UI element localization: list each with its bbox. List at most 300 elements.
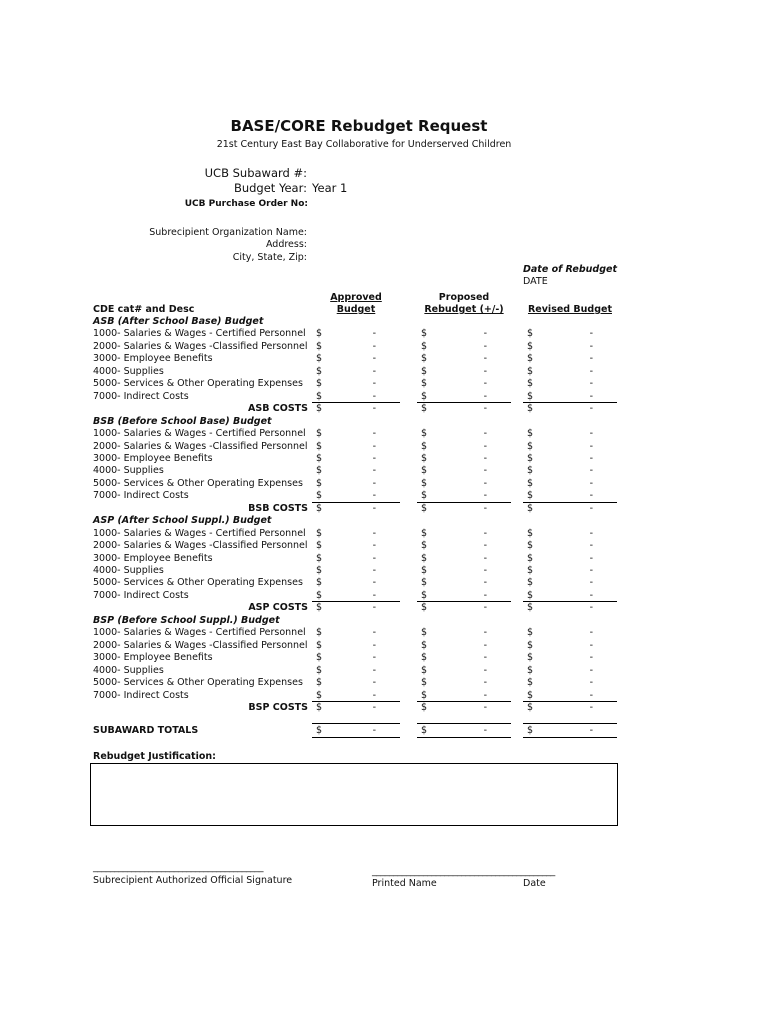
currency-symbol: $: [527, 365, 534, 377]
amount-value: -: [483, 677, 487, 689]
amount-value: -: [483, 664, 487, 676]
approved-amount-cell: [316, 577, 396, 589]
currency-symbol: $: [316, 527, 323, 539]
line-item-label: 1000- Salaries & Wages - Certified Personnel: [93, 627, 306, 639]
amount-value: -: [589, 725, 593, 736]
currency-symbol: $: [316, 340, 323, 352]
revised-amount-cell: [527, 665, 613, 677]
currency-symbol: $: [316, 490, 323, 502]
amount-value: -: [589, 502, 593, 514]
amount-value: -: [372, 465, 376, 477]
page-title: BASE/CORE Rebudget Request: [230, 117, 488, 135]
amount-value: -: [589, 378, 593, 390]
totals-bottom-rule: [417, 737, 511, 738]
totals-bottom-rule: [312, 737, 400, 738]
currency-symbol: $: [316, 677, 323, 689]
proposed-amount-cell: [421, 465, 507, 477]
amount-value: -: [483, 639, 487, 651]
proposed-amount-cell: [421, 378, 507, 390]
currency-symbol: $: [316, 440, 323, 452]
revised-amount-cell: [527, 528, 613, 540]
amount-value: -: [483, 652, 487, 664]
revised-amount-cell: [527, 577, 613, 589]
line-item-label: 7000- Indirect Costs: [93, 490, 189, 502]
totals-top-rule: [417, 723, 511, 724]
currency-symbol: $: [421, 725, 428, 736]
revised-amount-cell: [527, 690, 613, 702]
subaward-label: UCB Subaward #:: [204, 166, 307, 180]
line-item-label: 5000- Services & Other Operating Expenses: [93, 378, 303, 390]
amount-value: -: [372, 340, 376, 352]
proposed-header-1: Proposed: [438, 292, 490, 303]
amount-value: -: [372, 725, 376, 736]
amount-value: -: [589, 639, 593, 651]
amount-value: -: [589, 689, 593, 701]
currency-symbol: $: [527, 502, 534, 514]
approved-amount-cell: [316, 702, 396, 714]
revised-amount-cell: [527, 725, 613, 737]
currency-symbol: $: [316, 652, 323, 664]
approved-amount-cell: [316, 590, 396, 602]
currency-symbol: $: [527, 378, 534, 390]
amount-value: -: [372, 527, 376, 539]
currency-symbol: $: [421, 390, 428, 402]
amount-value: -: [372, 440, 376, 452]
amount-value: -: [589, 490, 593, 502]
revised-amount-cell: [527, 465, 613, 477]
currency-symbol: $: [316, 502, 323, 514]
section-total-label: BSB COSTS: [248, 502, 308, 514]
currency-symbol: $: [316, 477, 323, 489]
currency-symbol: $: [527, 552, 534, 564]
currency-symbol: $: [421, 428, 428, 440]
revised-amount-cell: [527, 391, 613, 403]
amount-value: -: [483, 365, 487, 377]
amount-value: -: [589, 452, 593, 464]
revised-amount-cell: [527, 353, 613, 365]
currency-symbol: $: [316, 465, 323, 477]
amount-value: -: [372, 328, 376, 340]
org-name-label: Subrecipient Organization Name:: [149, 227, 307, 238]
revised-header: Revised Budget: [527, 304, 612, 315]
amount-value: -: [589, 664, 593, 676]
amount-value: -: [589, 677, 593, 689]
amount-value: -: [372, 577, 376, 589]
currency-symbol: $: [527, 602, 534, 614]
approved-amount-cell: [316, 465, 396, 477]
printed-name-line: ___________________________________________: [372, 866, 555, 877]
amount-value: -: [483, 403, 487, 415]
amount-value: -: [483, 565, 487, 576]
proposed-amount-cell: [421, 702, 507, 714]
amount-value: -: [372, 477, 376, 489]
amount-value: -: [589, 465, 593, 477]
amount-value: -: [589, 527, 593, 539]
signature-line: ________________________________________: [93, 862, 263, 873]
proposed-amount-cell: [421, 640, 507, 652]
currency-symbol: $: [421, 452, 428, 464]
line-item-label: 7000- Indirect Costs: [93, 390, 189, 402]
amount-value: -: [372, 452, 376, 464]
section-total-label: ASB COSTS: [248, 403, 308, 415]
proposed-header-2: Rebudget (+/-): [424, 304, 504, 315]
amount-value: -: [372, 689, 376, 701]
currency-symbol: $: [316, 552, 323, 564]
proposed-amount-cell: [421, 366, 507, 378]
line-item-label: 7000- Indirect Costs: [93, 589, 189, 601]
approved-amount-cell: [316, 503, 396, 515]
amount-value: -: [372, 378, 376, 390]
currency-symbol: $: [421, 577, 428, 589]
currency-symbol: $: [421, 664, 428, 676]
amount-value: -: [589, 627, 593, 639]
currency-symbol: $: [316, 664, 323, 676]
page-subtitle: 21st Century East Bay Collaborative for Underserved Children: [216, 139, 512, 150]
line-item-label: 5000- Services & Other Operating Expenses: [93, 477, 303, 489]
amount-value: -: [483, 540, 487, 552]
approved-amount-cell: [316, 640, 396, 652]
currency-symbol: $: [421, 565, 428, 576]
amount-value: -: [483, 452, 487, 464]
amount-value: -: [483, 465, 487, 477]
amount-value: -: [483, 689, 487, 701]
currency-symbol: $: [421, 378, 428, 390]
currency-symbol: $: [527, 390, 534, 402]
revised-amount-cell: [527, 602, 613, 614]
amount-value: -: [483, 701, 487, 713]
section-title: ASB (After School Base) Budget: [93, 316, 264, 327]
amount-value: -: [589, 440, 593, 452]
line-item-label: 2000- Salaries & Wages -Classified Personnel: [93, 340, 308, 352]
currency-symbol: $: [316, 627, 323, 639]
desc-header: CDE cat# and Desc: [93, 304, 195, 315]
approved-amount-cell: [316, 391, 396, 403]
approved-amount-cell: [316, 677, 396, 689]
amount-value: -: [372, 365, 376, 377]
printed-name-label: Printed Name: [372, 878, 437, 889]
approved-amount-cell: [316, 378, 396, 390]
proposed-amount-cell: [421, 565, 507, 577]
approved-amount-cell: [316, 602, 396, 614]
approved-header-1: Approved: [330, 292, 382, 303]
amount-value: -: [483, 502, 487, 514]
revised-amount-cell: [527, 441, 613, 453]
totals-top-rule: [523, 723, 617, 724]
proposed-amount-cell: [421, 577, 507, 589]
currency-symbol: $: [421, 502, 428, 514]
amount-value: -: [589, 589, 593, 601]
currency-symbol: $: [527, 677, 534, 689]
revised-amount-cell: [527, 341, 613, 353]
amount-value: -: [483, 490, 487, 502]
revised-amount-cell: [527, 428, 613, 440]
currency-symbol: $: [527, 353, 534, 365]
currency-symbol: $: [421, 490, 428, 502]
amount-value: -: [372, 502, 376, 514]
revised-amount-cell: [527, 565, 613, 577]
amount-value: -: [589, 477, 593, 489]
line-item-label: 4000- Supplies: [93, 365, 164, 377]
proposed-amount-cell: [421, 590, 507, 602]
currency-symbol: $: [421, 689, 428, 701]
approved-header-2: Budget: [336, 304, 376, 315]
proposed-amount-cell: [421, 528, 507, 540]
proposed-amount-cell: [421, 490, 507, 502]
currency-symbol: $: [421, 403, 428, 415]
currency-symbol: $: [316, 403, 323, 415]
currency-symbol: $: [316, 452, 323, 464]
line-item-label: 3000- Employee Benefits: [93, 552, 213, 564]
currency-symbol: $: [316, 565, 323, 576]
amount-value: -: [483, 627, 487, 639]
line-item-label: 2000- Salaries & Wages -Classified Personnel: [93, 540, 308, 552]
amount-value: -: [483, 340, 487, 352]
budget-year-label: Budget Year:: [233, 181, 307, 195]
amount-value: -: [372, 353, 376, 365]
proposed-amount-cell: [421, 553, 507, 565]
line-item-label: 3000- Employee Benefits: [93, 452, 213, 464]
amount-value: -: [589, 652, 593, 664]
revised-amount-cell: [527, 453, 613, 465]
revised-amount-cell: [527, 677, 613, 689]
date-of-rebudget-label: Date of Rebudget: [523, 264, 617, 275]
justification-label: Rebudget Justification:: [93, 751, 216, 762]
currency-symbol: $: [527, 403, 534, 415]
official-signature-label: Subrecipient Authorized Official Signature: [93, 875, 293, 886]
proposed-amount-cell: [421, 602, 507, 614]
currency-symbol: $: [527, 477, 534, 489]
approved-amount-cell: [316, 453, 396, 465]
line-item-label: 3000- Employee Benefits: [93, 652, 213, 664]
approved-amount-cell: [316, 441, 396, 453]
amount-value: -: [372, 390, 376, 402]
line-item-label: 2000- Salaries & Wages -Classified Personnel: [93, 440, 308, 452]
proposed-amount-cell: [421, 690, 507, 702]
revised-amount-cell: [527, 702, 613, 714]
subaward-totals-label: SUBAWARD TOTALS: [93, 725, 199, 736]
currency-symbol: $: [527, 664, 534, 676]
currency-symbol: $: [527, 490, 534, 502]
approved-amount-cell: [316, 328, 396, 340]
proposed-amount-cell: [421, 665, 507, 677]
line-item-label: 2000- Salaries & Wages -Classified Personnel: [93, 639, 308, 651]
revised-amount-cell: [527, 378, 613, 390]
amount-value: -: [372, 589, 376, 601]
approved-amount-cell: [316, 478, 396, 490]
totals-bottom-rule: [523, 737, 617, 738]
currency-symbol: $: [316, 689, 323, 701]
line-item-label: 4000- Supplies: [93, 565, 164, 576]
amount-value: -: [589, 340, 593, 352]
currency-symbol: $: [527, 340, 534, 352]
city-state-zip-label: City, State, Zip:: [232, 252, 307, 263]
currency-symbol: $: [316, 365, 323, 377]
amount-value: -: [589, 577, 593, 589]
amount-value: -: [372, 490, 376, 502]
currency-symbol: $: [316, 577, 323, 589]
proposed-amount-cell: [421, 428, 507, 440]
amount-value: -: [372, 677, 376, 689]
proposed-amount-cell: [421, 403, 507, 415]
approved-amount-cell: [316, 490, 396, 502]
revised-amount-cell: [527, 590, 613, 602]
amount-value: -: [589, 365, 593, 377]
currency-symbol: $: [527, 725, 534, 736]
currency-symbol: $: [316, 428, 323, 440]
currency-symbol: $: [421, 589, 428, 601]
amount-value: -: [483, 552, 487, 564]
currency-symbol: $: [421, 353, 428, 365]
currency-symbol: $: [316, 353, 323, 365]
revised-amount-cell: [527, 553, 613, 565]
line-item-label: 3000- Employee Benefits: [93, 353, 213, 365]
currency-symbol: $: [527, 639, 534, 651]
proposed-amount-cell: [421, 540, 507, 552]
currency-symbol: $: [421, 677, 428, 689]
proposed-amount-cell: [421, 353, 507, 365]
revised-amount-cell: [527, 652, 613, 664]
line-item-label: 1000- Salaries & Wages - Certified Personnel: [93, 328, 306, 340]
proposed-amount-cell: [421, 503, 507, 515]
currency-symbol: $: [421, 440, 428, 452]
amount-value: -: [372, 602, 376, 614]
line-item-label: 5000- Services & Other Operating Expenses: [93, 677, 303, 689]
section-title: ASP (After School Suppl.) Budget: [93, 515, 272, 527]
approved-amount-cell: [316, 341, 396, 353]
currency-symbol: $: [421, 552, 428, 564]
line-item-label: 1000- Salaries & Wages - Certified Personnel: [93, 527, 306, 539]
currency-symbol: $: [421, 639, 428, 651]
currency-symbol: $: [316, 390, 323, 402]
amount-value: -: [483, 477, 487, 489]
amount-value: -: [589, 403, 593, 415]
proposed-amount-cell: [421, 328, 507, 340]
currency-symbol: $: [316, 328, 323, 340]
purchase-order-label: UCB Purchase Order No:: [184, 199, 308, 209]
currency-symbol: $: [527, 577, 534, 589]
currency-symbol: $: [527, 565, 534, 576]
currency-symbol: $: [421, 340, 428, 352]
revised-amount-cell: [527, 540, 613, 552]
currency-symbol: $: [527, 465, 534, 477]
currency-symbol: $: [421, 527, 428, 539]
currency-symbol: $: [421, 701, 428, 713]
amount-value: -: [483, 527, 487, 539]
amount-value: -: [483, 390, 487, 402]
currency-symbol: $: [527, 652, 534, 664]
currency-symbol: $: [421, 602, 428, 614]
currency-symbol: $: [316, 639, 323, 651]
currency-symbol: $: [527, 440, 534, 452]
currency-symbol: $: [527, 527, 534, 539]
approved-amount-cell: [316, 553, 396, 565]
amount-value: -: [372, 639, 376, 651]
amount-value: -: [372, 652, 376, 664]
amount-value: -: [483, 725, 487, 736]
amount-value: -: [589, 552, 593, 564]
approved-amount-cell: [316, 366, 396, 378]
line-item-label: 7000- Indirect Costs: [93, 689, 189, 701]
currency-symbol: $: [316, 540, 323, 552]
proposed-amount-cell: [421, 677, 507, 689]
section-title: BSB (Before School Base) Budget: [93, 415, 272, 427]
amount-value: -: [372, 552, 376, 564]
amount-value: -: [483, 378, 487, 390]
revised-amount-cell: [527, 403, 613, 415]
amount-value: -: [483, 328, 487, 340]
amount-value: -: [589, 701, 593, 713]
proposed-amount-cell: [421, 627, 507, 639]
justification-box[interactable]: [90, 763, 618, 826]
currency-symbol: $: [421, 465, 428, 477]
date-value: DATE: [523, 276, 548, 287]
line-item-label: 1000- Salaries & Wages - Certified Personnel: [93, 428, 306, 440]
currency-symbol: $: [316, 378, 323, 390]
proposed-amount-cell: [421, 341, 507, 353]
currency-symbol: $: [421, 328, 428, 340]
amount-value: -: [483, 577, 487, 589]
approved-amount-cell: [316, 627, 396, 639]
currency-symbol: $: [527, 540, 534, 552]
section-total-label: ASP COSTS: [248, 602, 308, 614]
currency-symbol: $: [316, 701, 323, 713]
line-item-label: 4000- Supplies: [93, 664, 164, 676]
address-label: Address:: [265, 239, 307, 250]
currency-symbol: $: [421, 627, 428, 639]
amount-value: -: [372, 664, 376, 676]
amount-value: -: [589, 353, 593, 365]
amount-value: -: [372, 403, 376, 415]
currency-symbol: $: [421, 477, 428, 489]
approved-amount-cell: [316, 565, 396, 577]
amount-value: -: [372, 428, 376, 440]
amount-value: -: [483, 589, 487, 601]
proposed-amount-cell: [421, 478, 507, 490]
approved-amount-cell: [316, 353, 396, 365]
amount-value: -: [483, 428, 487, 440]
line-item-label: 4000- Supplies: [93, 465, 164, 477]
approved-amount-cell: [316, 652, 396, 664]
totals-top-rule: [312, 723, 400, 724]
revised-amount-cell: [527, 503, 613, 515]
amount-value: -: [372, 565, 376, 576]
proposed-amount-cell: [421, 441, 507, 453]
currency-symbol: $: [527, 701, 534, 713]
approved-amount-cell: [316, 403, 396, 415]
currency-symbol: $: [316, 725, 323, 736]
proposed-amount-cell: [421, 453, 507, 465]
line-item-label: 5000- Services & Other Operating Expenses: [93, 577, 303, 589]
budget-year-value: Year 1: [312, 181, 348, 195]
approved-amount-cell: [316, 665, 396, 677]
amount-value: -: [483, 440, 487, 452]
proposed-amount-cell: [421, 725, 507, 737]
currency-symbol: $: [527, 328, 534, 340]
currency-symbol: $: [316, 602, 323, 614]
currency-symbol: $: [527, 589, 534, 601]
amount-value: -: [372, 627, 376, 639]
revised-amount-cell: [527, 640, 613, 652]
amount-value: -: [589, 602, 593, 614]
amount-value: -: [372, 540, 376, 552]
approved-amount-cell: [316, 528, 396, 540]
approved-amount-cell: [316, 540, 396, 552]
section-title: BSP (Before School Suppl.) Budget: [93, 614, 280, 626]
amount-value: -: [589, 540, 593, 552]
revised-amount-cell: [527, 328, 613, 340]
currency-symbol: $: [316, 589, 323, 601]
amount-value: -: [589, 565, 593, 576]
